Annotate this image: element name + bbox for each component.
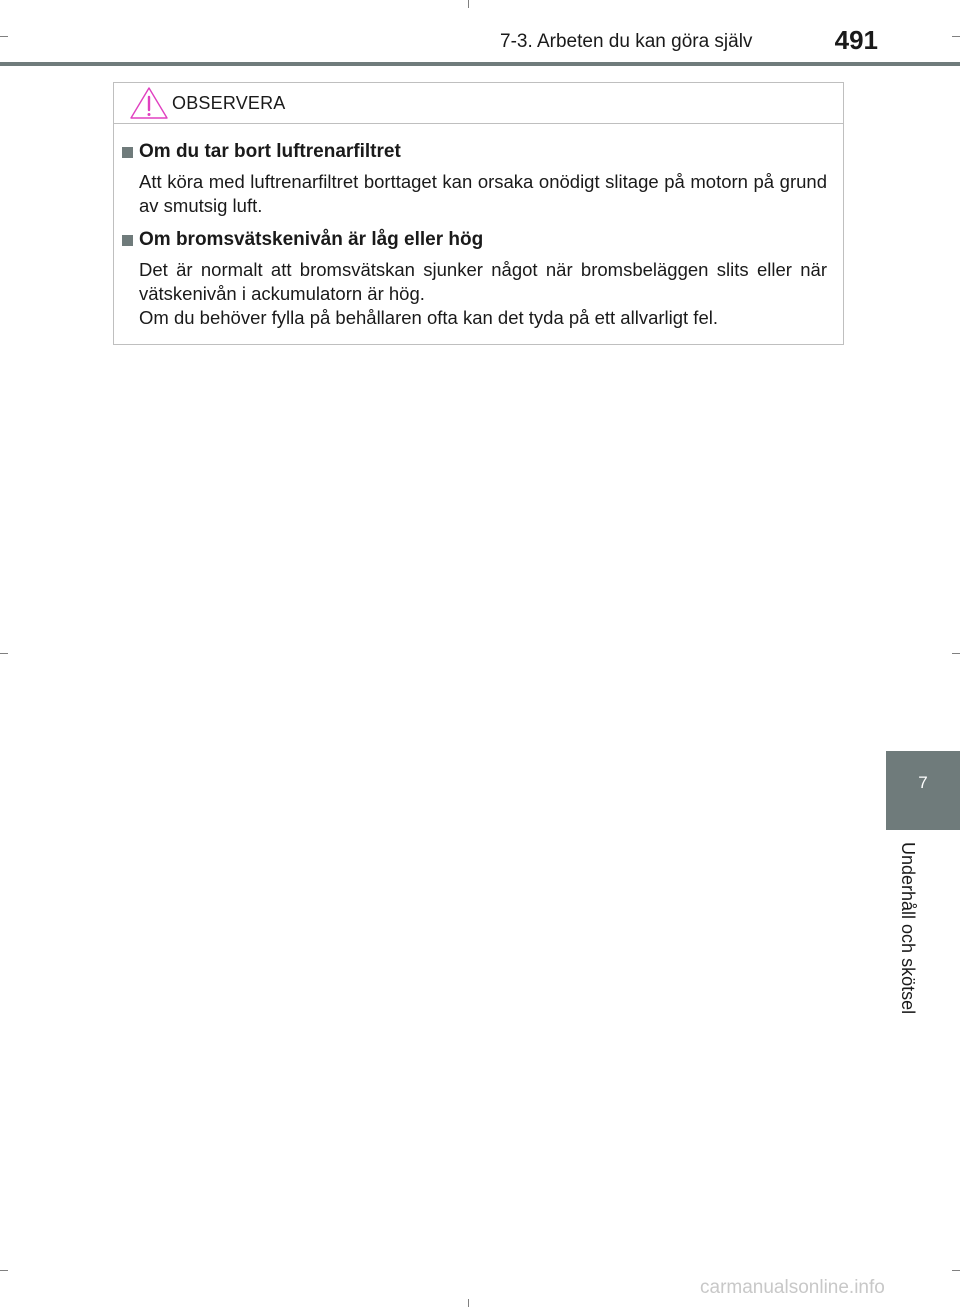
section-heading-text: Om bromsvätskenivån är låg eller hög xyxy=(139,229,484,250)
crop-mark xyxy=(952,1270,960,1271)
notice-section xyxy=(122,228,827,330)
notice-section xyxy=(122,140,827,218)
crop-mark xyxy=(952,36,960,37)
section-heading xyxy=(122,140,827,164)
notice-box xyxy=(113,82,844,345)
watermark: carmanualsonline.info xyxy=(700,1277,885,1298)
section-text xyxy=(139,258,827,330)
square-bullet-icon xyxy=(122,235,133,246)
notice-body xyxy=(114,124,843,330)
crop-mark xyxy=(952,653,960,654)
square-bullet-icon xyxy=(122,147,133,158)
section-text xyxy=(139,170,827,218)
paragraph: Att köra med luftrenarfiltret borttaget kan orsaka onödigt slitage på motorn på grund av smutsig luft. xyxy=(139,171,827,216)
paragraph: Det är normalt att bromsvätskan sjunker något när bromsbeläggen slits eller när vätskenivån i ackumulatorn är hög. xyxy=(139,259,827,304)
header-rule xyxy=(0,62,960,66)
chapter-number: 7 xyxy=(918,773,928,792)
section-heading-text: Om du tar bort luftrenarfiltret xyxy=(139,141,401,162)
notice-header xyxy=(114,83,843,124)
crop-mark xyxy=(0,1270,8,1271)
page-number: 491 xyxy=(834,25,878,55)
crop-mark xyxy=(0,36,8,37)
crop-mark xyxy=(0,653,8,654)
warning-triangle-icon xyxy=(129,86,169,120)
section-heading xyxy=(122,228,827,252)
paragraph: Om du behöver fylla på behållaren ofta kan det tyda på ett allvarligt fel. xyxy=(139,307,718,328)
crop-mark xyxy=(468,0,469,8)
chapter-title: Underhåll och skötsel xyxy=(898,842,918,1015)
section-title: 7-3. Arbeten du kan göra själv xyxy=(500,31,753,52)
chapter-tab xyxy=(886,751,960,830)
notice-title: OBSERVERA xyxy=(172,93,286,113)
crop-mark xyxy=(468,1299,469,1307)
